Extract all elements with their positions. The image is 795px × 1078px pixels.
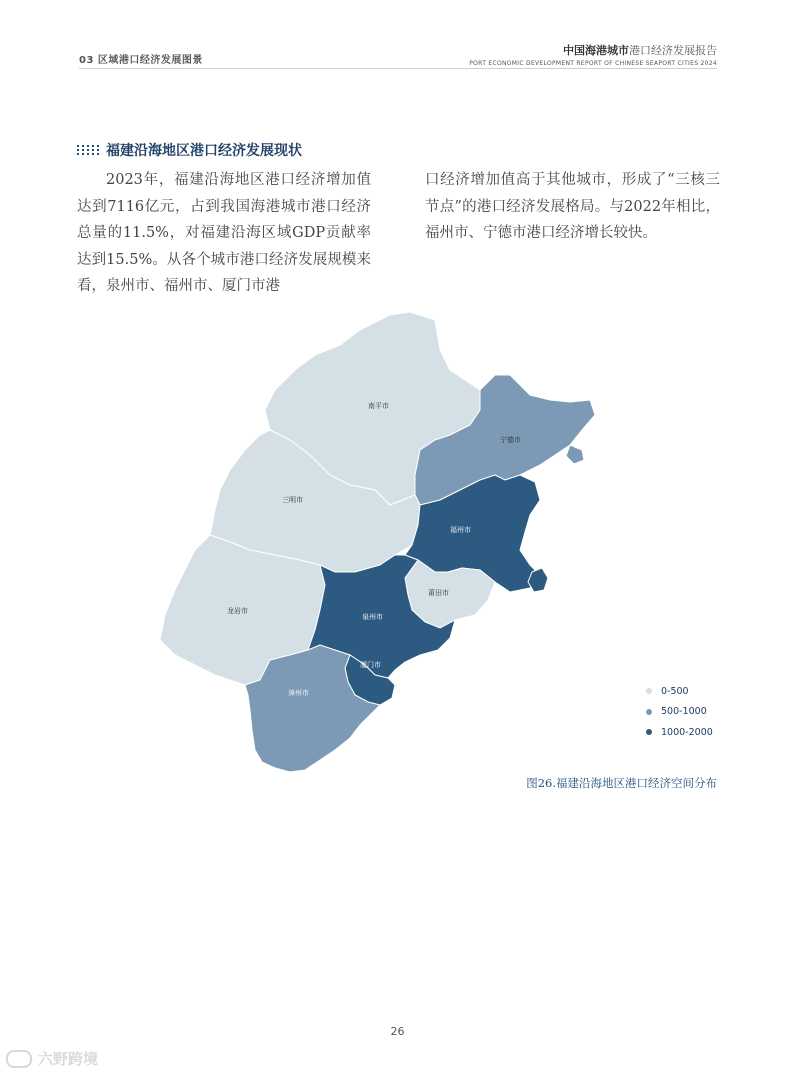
section-heading [77, 140, 302, 160]
legend-dot-low [646, 688, 652, 694]
island-ningde-coast [566, 445, 584, 464]
label-xiamen: 厦门市 [360, 661, 381, 669]
body-paragraph-right: 口经济增加值高于其他城市，形成了“三核三节点”的港口经济发展格局。与2022年相比，福州市、宁德市港口经济增长较快。 [425, 172, 720, 241]
legend-item [646, 702, 713, 723]
map-legend [646, 681, 713, 743]
legend-dot-mid [646, 709, 652, 715]
header-divider [79, 68, 717, 69]
report-title-block [469, 42, 717, 67]
label-fuzhou: 福州市 [450, 526, 471, 534]
section-title: 福建沿海地区港口经济发展现状 [106, 143, 302, 159]
dot-grid-icon [77, 145, 100, 155]
label-zhangzhou: 漳州市 [288, 689, 309, 697]
watermark [6, 1048, 98, 1069]
watermark-text: 六野跨境 [38, 1050, 99, 1068]
fujian-map [150, 310, 610, 780]
label-quanzhou: 泉州市 [362, 613, 383, 621]
body-paragraph-left: 2023年，福建沿海地区港口经济增加值达到7116亿元，占到我国海港城市港口经济总量的11.5%，对福建沿海区域GDP贡献率达到15.5%。从各个城市港口经济发展规模来看，泉州市、福州市、厦门市港 [77, 172, 371, 294]
legend-label: 0-500 [661, 685, 689, 697]
legend-item [646, 722, 713, 743]
label-putian: 莆田市 [428, 589, 449, 597]
legend-dot-high [646, 729, 652, 735]
legend-item [646, 681, 713, 702]
legend-label: 1000-2000 [661, 726, 713, 738]
label-longyan: 龙岩市 [227, 607, 248, 615]
watermark-logo-icon [6, 1050, 32, 1068]
label-nanping: 南平市 [368, 402, 389, 410]
report-title [469, 42, 717, 58]
report-subtitle: PORT ECONOMIC DEVELOPMENT REPORT OF CHINESE SEAPORT CITIES 2024 [469, 60, 717, 67]
report-title-rest: 港口经济发展报告 [629, 44, 717, 57]
figure-caption: 图26.福建沿海地区港口经济空间分布 [526, 776, 717, 790]
legend-label: 500-1000 [661, 706, 707, 718]
section-label: 03 区域港口经济发展图景 [79, 55, 203, 66]
report-title-bold: 中国海港城市 [563, 44, 629, 57]
page-number: 26 [390, 1025, 405, 1038]
label-ningde: 宁德市 [500, 436, 521, 444]
label-sanming: 三明市 [282, 496, 303, 504]
